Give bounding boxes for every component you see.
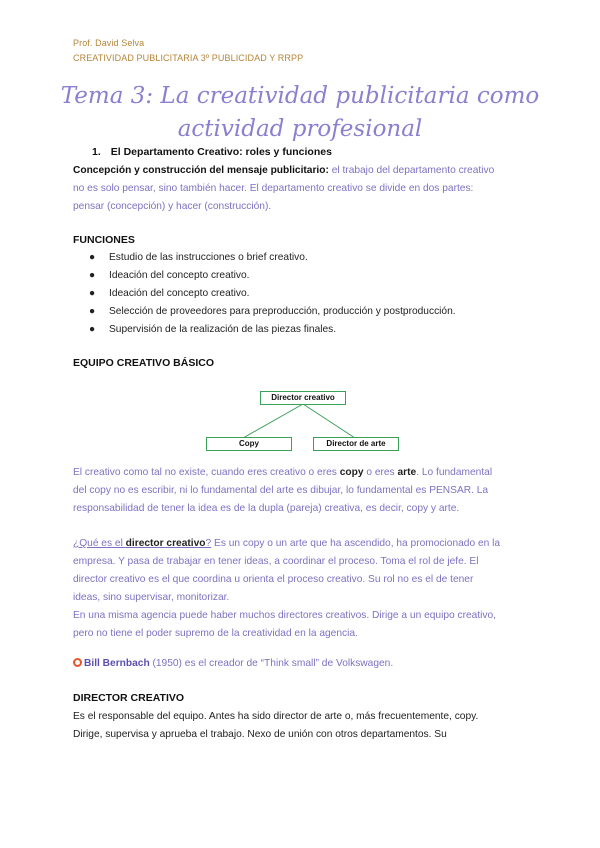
section-number: 1.	[92, 146, 101, 158]
paragraph-line: Dirige, supervisa y aprueba el trabajo. Nexo de unión con otros departamentos. Su	[73, 729, 447, 740]
org-box-director-creativo: Director creativo	[260, 391, 346, 405]
orange-ring-icon	[73, 658, 82, 667]
bullet-icon: ●	[89, 306, 96, 317]
paragraph-line: En una misma agencia puede haber muchos directores creativos. Dirige a un equipo creativo,	[73, 610, 497, 621]
intro-line-2: no es solo pensar, sino también hacer. El departamento creativo se divide en dos partes:	[73, 183, 474, 194]
bullet-icon: ●	[89, 324, 96, 335]
section-title: El Departamento Creativo: roles y funciones	[110, 146, 332, 158]
director-heading: DIRECTOR CREATIVO	[73, 692, 185, 704]
question-link[interactable]: ¿Qué es el director creativo?	[73, 538, 212, 549]
intro-line-1-rest: el trabajo del departamento creativo	[328, 165, 495, 176]
list-item: ● Estudio de las instrucciones o brief creativo.	[73, 249, 533, 267]
paragraph-line: El creativo como tal no existe, cuando eres creativo o eres copy o eres arte. Lo fundamental	[73, 467, 493, 478]
bullet-icon: ●	[89, 270, 96, 281]
list-item: ● Ideación del concepto creativo.	[73, 285, 533, 303]
bullet-icon: ●	[89, 288, 96, 299]
list-item: ● Supervisión de la realización de las piezas finales.	[73, 321, 533, 339]
funciones-heading: FUNCIONES	[73, 234, 135, 246]
paragraph-line: responsabilidad de tener la idea es de la dupla (pareja) creativa, es decir, copy y arte.	[73, 503, 460, 514]
paragraph-line: del copy no es escribir, ni lo fundamental del arte es dibujar, lo fundamental es PENSAR. La	[73, 485, 489, 496]
paragraph-bill-bernbach: Bill Bernbach (1950) es el creador de “Think small” de Volkswagen.	[73, 655, 533, 673]
paragraph-line: Es el responsable del equipo. Antes ha sido director de arte o, más frecuentemente, copy.	[73, 711, 479, 722]
org-box-director-arte: Director de arte	[313, 437, 399, 451]
paragraph-director	[73, 708, 533, 744]
paragraph-director-creativo	[73, 535, 533, 643]
header-author: Prof. David Selva	[73, 38, 145, 48]
equipo-heading: EQUIPO CREATIVO BÁSICO	[73, 357, 214, 369]
bullet-icon: ●	[89, 252, 96, 263]
org-box-copy: Copy	[206, 437, 292, 451]
title-line-2: actividad profesional	[177, 116, 423, 142]
term-arte: arte	[397, 467, 417, 478]
paragraph-line: director creativo es el que coordina u orienta el proceso creativo. Su rol no es el de tener	[73, 574, 474, 585]
paragraph-line: pero no tiene el poder supremo de la creatividad en la agencia.	[73, 628, 358, 639]
intro-lead: Concepción y construcción del mensaje publicitario:	[73, 165, 329, 176]
paragraph-line: ¿Qué es el director creativo? Es un copy o un arte que ha ascendido, ha promocionado en la	[73, 538, 501, 549]
connector-right	[303, 404, 355, 438]
list-item: ● Selección de proveedores para preproducción, producción y postproducción.	[73, 303, 533, 321]
title-line-1: Tema 3: La creatividad publicitaria como	[60, 83, 540, 109]
paragraph-line: empresa. Y pasa de trabajar en tener ideas, a coordinar el proceso. Toma el rol de jefe. El	[73, 556, 479, 567]
paragraph-line: ideas, sino supervisar, monitorizar.	[73, 592, 230, 603]
bill-bernbach-name: Bill Bernbach	[84, 658, 150, 669]
header-course: CREATIVIDAD PUBLICITARIA 3º PUBLICIDAD Y RRPP	[73, 53, 304, 63]
paragraph-creativo	[73, 464, 533, 518]
term-copy: copy	[339, 467, 364, 478]
connector-left	[243, 404, 303, 438]
intro-line-3: pensar (concepción) y hacer (construcción).	[73, 201, 272, 212]
list-item: ● Ideación del concepto creativo.	[73, 267, 533, 285]
